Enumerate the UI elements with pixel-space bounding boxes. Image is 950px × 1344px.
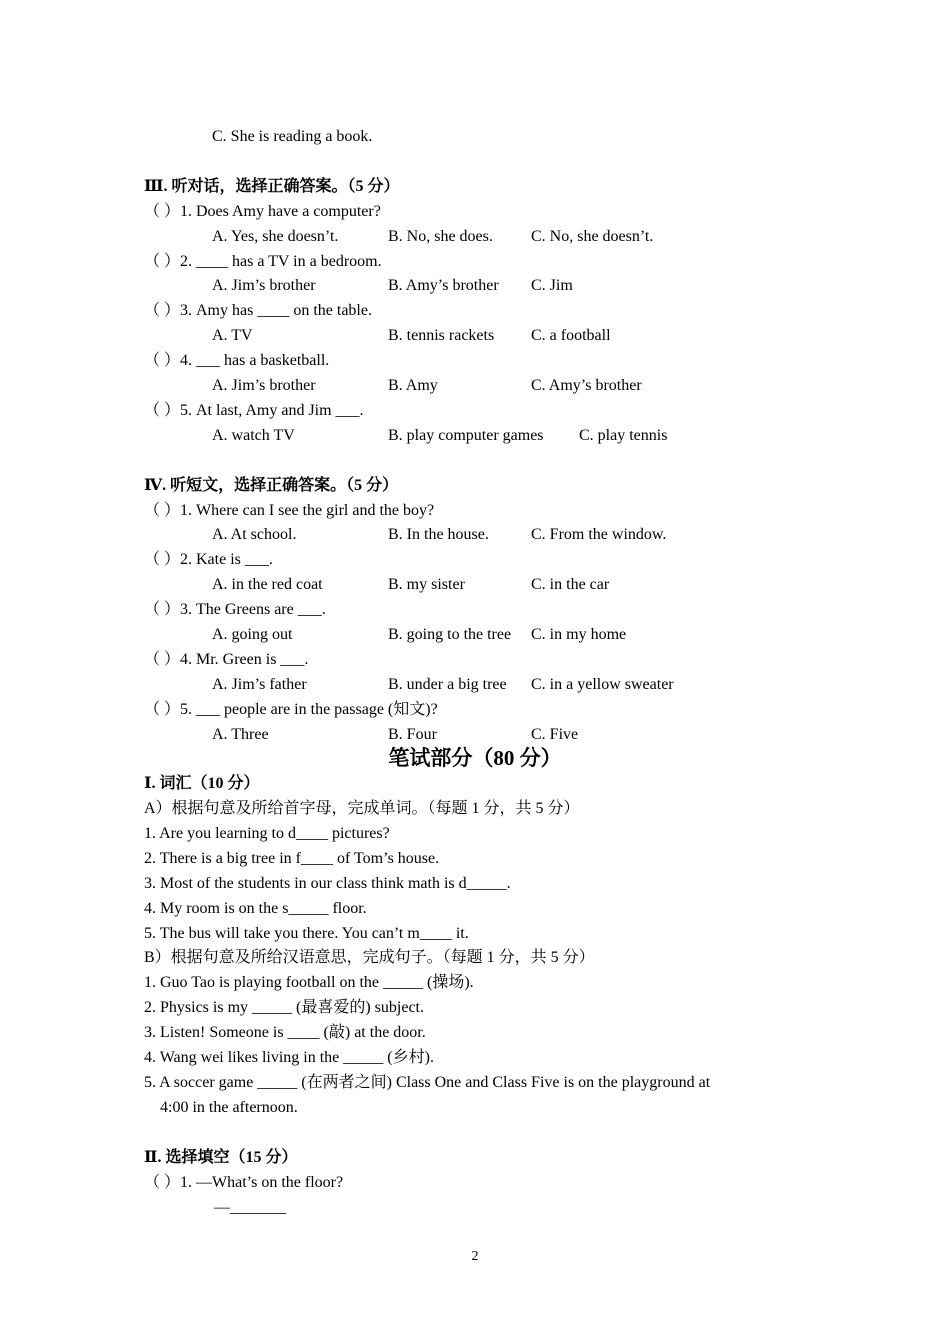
vocab-a-item-4: 4. My room is on the s_____ floor. <box>144 900 367 917</box>
s4-q3-option-a: A. going out <box>212 626 293 643</box>
s4-q5-option-b: B. Four <box>388 726 437 743</box>
grammar-q1-answer-blank: —_______ <box>214 1199 286 1216</box>
vocab-b-item-2: 2. Physics is my _____ (最喜爱的) subject. <box>144 999 424 1016</box>
s3-q3-option-b: B. tennis rackets <box>388 327 495 344</box>
section4-heading: Ⅳ. 听短文，选择正确答案。（5 分） <box>144 477 399 494</box>
s3-q3-option-a: A. TV <box>212 327 253 344</box>
s4-q3-option-c: C. in my home <box>531 626 627 643</box>
s4-q1-option-c: C. From the window. <box>531 526 667 543</box>
written-part-title: 笔试部分（80 分） <box>388 746 562 770</box>
s3-q2-option-a: A. Jim’s brother <box>212 277 316 294</box>
s4-q1-option-a: A. At school. <box>212 526 297 543</box>
s3-q1-option-c: C. No, she doesn’t. <box>531 228 654 245</box>
s4-q4-stem: （ ）4. Mr. Green is ___. <box>144 651 309 668</box>
s3-q4-option-a: A. Jim’s brother <box>212 377 316 394</box>
s3-q2-option-c: C. Jim <box>531 277 573 294</box>
s3-q4-stem: （ ）4. ___ has a basketball. <box>144 352 330 369</box>
s3-q1-option-b: B. No, she does. <box>388 228 493 245</box>
s3-q3-option-c: C. a football <box>531 327 611 344</box>
s4-q4-option-c: C. in a yellow sweater <box>531 676 674 693</box>
top-option-c: C. She is reading a book. <box>212 128 373 145</box>
s4-q4-option-a: A. Jim’s father <box>212 676 307 693</box>
s4-q4-option-b: B. under a big tree <box>388 676 507 693</box>
s4-q3-stem: （ ）3. The Greens are ___. <box>144 601 326 618</box>
vocab-b-item-1: 1. Guo Tao is playing football on the _____ (操场). <box>144 974 474 991</box>
grammar-heading: Ⅱ. 选择填空（15 分） <box>144 1149 298 1166</box>
vocab-a-item-2: 2. There is a big tree in f____ of Tom’s house. <box>144 850 440 867</box>
vocab-a-item-5: 5. The bus will take you there. You can’t m____ it. <box>144 925 469 942</box>
vocab-part-a-instructions: A）根据句意及所给首字母，完成单词。（每题 1 分，共 5 分） <box>144 800 580 817</box>
s4-q1-stem: （ ）1. Where can I see the girl and the boy? <box>144 502 435 519</box>
vocab-a-item-3: 3. Most of the students in our class think math is d_____. <box>144 875 511 892</box>
vocab-part-b-instructions: B）根据句意及所给汉语意思，完成句子。（每题 1 分，共 5 分） <box>144 949 595 966</box>
s3-q4-option-c: C. Amy’s brother <box>531 377 642 394</box>
vocab-a-item-1: 1. Are you learning to d____ pictures? <box>144 825 390 842</box>
s4-q2-option-c: C. in the car <box>531 576 610 593</box>
s3-q3-stem: （ ）3. Amy has ____ on the table. <box>144 302 372 319</box>
s4-q5-stem: （ ）5. ___ people are in the passage (知文)? <box>144 701 438 718</box>
s3-q5-option-b: B. play computer games <box>388 427 544 444</box>
vocab-b-item-3: 3. Listen! Someone is ____ (敲) at the door. <box>144 1024 426 1041</box>
s3-q1-option-a: A. Yes, she doesn’t. <box>212 228 339 245</box>
s4-q2-stem: （ ）2. Kate is ___. <box>144 551 273 568</box>
grammar-q1-stem: （ ）1. —What’s on the floor? <box>144 1174 344 1191</box>
s3-q1-stem: （ ）1. Does Amy have a computer? <box>144 203 381 220</box>
s4-q3-option-b: B. going to the tree <box>388 626 512 643</box>
vocab-heading: Ⅰ. 词汇（10 分） <box>144 775 260 792</box>
s3-q4-option-b: B. Amy <box>388 377 438 394</box>
vocab-b-item-5: 5. A soccer game _____ (在两者之间) Class One and Class Five is on the playground at <box>144 1074 711 1091</box>
section3-heading: Ⅲ. 听对话，选择正确答案。（5 分） <box>144 178 400 195</box>
vocab-b-item-4: 4. Wang wei likes living in the _____ (乡村). <box>144 1049 434 1066</box>
s3-q2-option-b: B. Amy’s brother <box>388 277 499 294</box>
vocab-b-item-5-continued: 4:00 in the afternoon. <box>160 1099 298 1116</box>
s4-q1-option-b: B. In the house. <box>388 526 489 543</box>
s4-q5-option-c: C. Five <box>531 726 579 743</box>
s3-q5-option-c: C. play tennis <box>579 427 668 444</box>
page-number: 2 <box>471 1249 479 1264</box>
s3-q2-stem: （ ）2. ____ has a TV in a bedroom. <box>144 253 382 270</box>
s4-q5-option-a: A. Three <box>212 726 269 743</box>
s4-q2-option-a: A. in the red coat <box>212 576 323 593</box>
s3-q5-stem: （ ）5. At last, Amy and Jim ___. <box>144 402 364 419</box>
s3-q5-option-a: A. watch TV <box>212 427 295 444</box>
s4-q2-option-b: B. my sister <box>388 576 465 593</box>
